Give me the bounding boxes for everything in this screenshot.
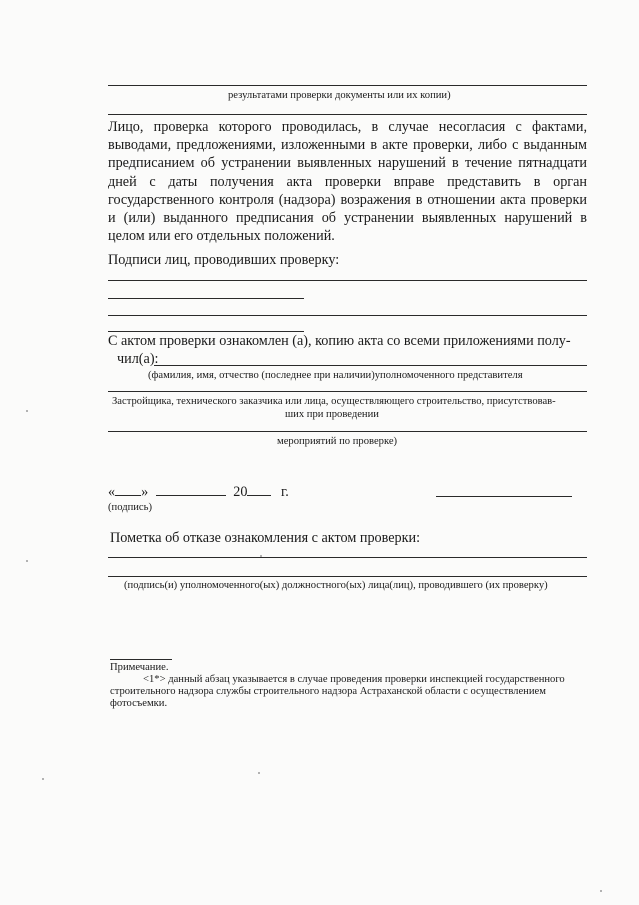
results-fill-line — [108, 85, 587, 86]
officials-caption: (подпись(и) уполномоченного(ых) должностного(ых) лица(лиц), проводившего (их проверку) — [124, 580, 548, 591]
footnote-separator — [110, 659, 172, 660]
date-signature-line — [436, 496, 572, 497]
date-open-quote: « — [108, 484, 116, 500]
day-fill — [115, 483, 141, 496]
developer-caption-line-1: Застройщика, технического заказчика или лица, осуществляющего строительство, присутствовав- — [112, 396, 556, 407]
month-fill — [156, 483, 226, 496]
signature-caption: (подпись) — [108, 502, 152, 513]
note-line-1: <1*> данный абзац указывается в случае проведения проверки инспекцией государственного — [143, 674, 565, 685]
presence-fill-line — [108, 431, 587, 432]
signature-line-3 — [108, 315, 587, 316]
results-caption: результатами проверки документы или их копии) — [228, 90, 451, 101]
year-prefix: 20 — [233, 484, 248, 500]
note-line-3: фотосъемки. — [110, 698, 168, 709]
signatures-heading: Подписи лиц, проводивших проверку: — [108, 252, 340, 268]
refusal-heading: Пометка об отказе ознакомления с актом проверки: — [110, 530, 421, 546]
fio-caption: (фамилия, имя, отчество (последнее при наличии)уполномоченного представителя — [148, 370, 523, 381]
signature-line-2 — [108, 298, 304, 299]
acquainted-text-line-1: С актом проверки ознакомлен (а), копию акта со всеми приложениями полу- — [108, 333, 571, 349]
date-block — [108, 483, 289, 501]
scan-speck — [260, 555, 262, 557]
developer-caption-line-2: ших при проведении — [285, 409, 379, 420]
refusal-fill-line-1 — [108, 557, 587, 558]
signature-line-1 — [108, 280, 587, 281]
recipient-fill-line — [154, 365, 587, 366]
results-fill-line-2 — [108, 114, 587, 115]
scan-speck — [42, 778, 44, 780]
note-title: Примечание. — [110, 662, 169, 673]
objection-paragraph: Лицо, проверка которого проводилась, в случае несогласия с фактами, выводами, предложениями, изложенными в акте проверки, либо с выданным предписанием об устранении выявленных нарушений в течение пятнадцати дней с даты получения акта проверки вправе представить в орган государственного контроля (надзора) возражения в отношении акта проверки и (или) выданного предписания об устранении выявленных нарушений в целом или его отдельных положений. — [108, 119, 587, 245]
signature-line-4 — [108, 331, 304, 332]
scan-speck — [26, 410, 28, 412]
note-line-2: строительного надзора службы строительного надзора Астраханской области с осуществлением — [110, 686, 546, 697]
scan-speck — [258, 772, 260, 774]
scan-speck — [26, 560, 28, 562]
year-suffix: г. — [281, 484, 289, 500]
refusal-fill-line-2 — [108, 576, 587, 577]
date-close-quote: » — [141, 484, 149, 500]
year-fill — [247, 483, 271, 496]
events-caption: мероприятий по проверке) — [277, 436, 398, 447]
scan-speck — [600, 890, 602, 892]
representative-fill-line — [108, 391, 587, 392]
acquainted-text-line-2: чил(а): — [117, 351, 159, 367]
